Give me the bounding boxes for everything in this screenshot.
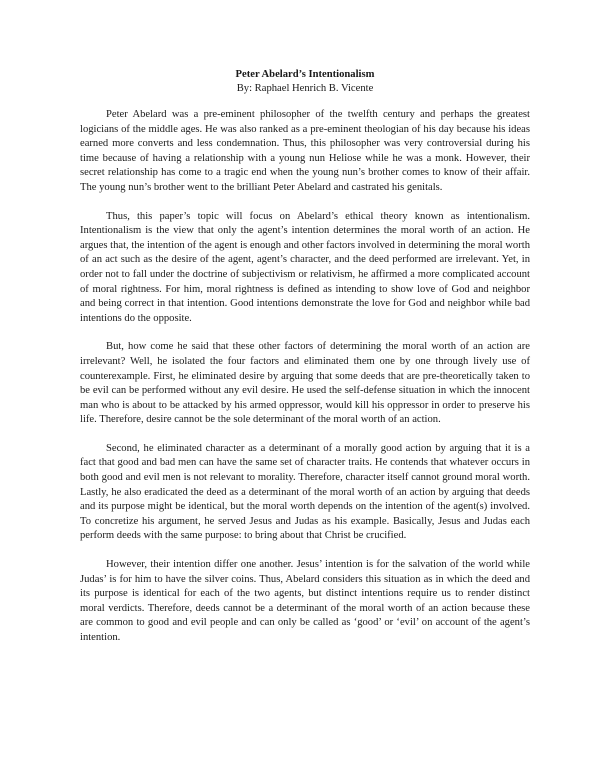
paragraph-2: Thus, this paper’s topic will focus on Abelard’s ethical theory known as intentionalism. Intentionalism is the view that only the agent’s intention determines the moral worth of an action. He argues that, the intention of the agent is enough and other factors involved in determining the moral worth of an act such as the desire of the agent, agent’s character, and the deed performed are irrelevant. Yet, in order not to fall under the doctrine of subjectivism or relativism, he affirmed a more complicated account of moral rightness. For him, moral rightness is defined as intending to show love of God and neighbor and being correct in that intention. Good intentions demonstrate the love for God and neighbor while bad intentions do the opposite. bbox=[80, 210, 530, 324]
document-title: Peter Abelard’s Intentionalism bbox=[235, 69, 375, 80]
document-byline: By: Raphael Henrich B. Vicente bbox=[236, 83, 374, 94]
paragraph-4: Second, he eliminated character as a determinant of a morally good action by arguing that it is a fact that good and bad men can have the same set of character traits. He contends that whatever occurs in both good and evil men is not relevant to morality. Therefore, character itself cannot ground moral worth. Lastly, he also eradicated the deed as a determinant of the moral worth of an action by arguing that deeds and its purpose might be identical, but the moral worth depends on the intention of the agent(s) involved. To concretize his argument, he served Jesus and Judas as his example. Basically, Jesus and Judas each perform deeds with the same purpose: to bring about that Christ be crucified. bbox=[80, 442, 530, 542]
paragraph-3: But, how come he said that these other factors of determining the moral worth of an action are irrelevant? Well, he isolated the four factors and eliminated them one by one through lively use of counterexample. First, he eliminated desire by arguing that some deeds that are pre-theoretically taken to be evil can be performed without any evil desire. He used the self-defense situation in which the innocent man who is about to be attacked by his armed oppressor, would kill his oppressor in order to preserve his life. Therefore, desire cannot be the sole determinant of the moral worth of an action. bbox=[80, 341, 530, 426]
paragraph-5: However, their intention differ one another. Jesus’ intention is for the salvation of the world while Judas’ is for him to have the silver coins. Thus, Abelard considers this situation as in which the deed and its purpose is identical for each of the two agents, but distinct intentions require us to render distinct moral verdicts. Therefore, deeds cannot be a determinant of the moral worth of an action because these are common to good and evil people and can only be called as ‘good’ or ‘evil’ on account of the agent’s intention. bbox=[80, 559, 530, 643]
paragraph-1: Peter Abelard was a pre-eminent philosopher of the twelfth century and perhaps the greatest logicians of the middle ages. He was also ranked as a pre-eminent theologian of his day because his ideas earned more converts and less condemnation. Thus, this philosopher was very controversial during his time because of having a relationship with a young nun Heliose while he was a monk. However, their secret relationship has come to a tragic end when the young nun’s brother comes to know of their affair. The young nun’s brother went to the brilliant Peter Abelard and castrated his genitals. bbox=[80, 109, 530, 193]
document-page bbox=[80, 68, 530, 660]
